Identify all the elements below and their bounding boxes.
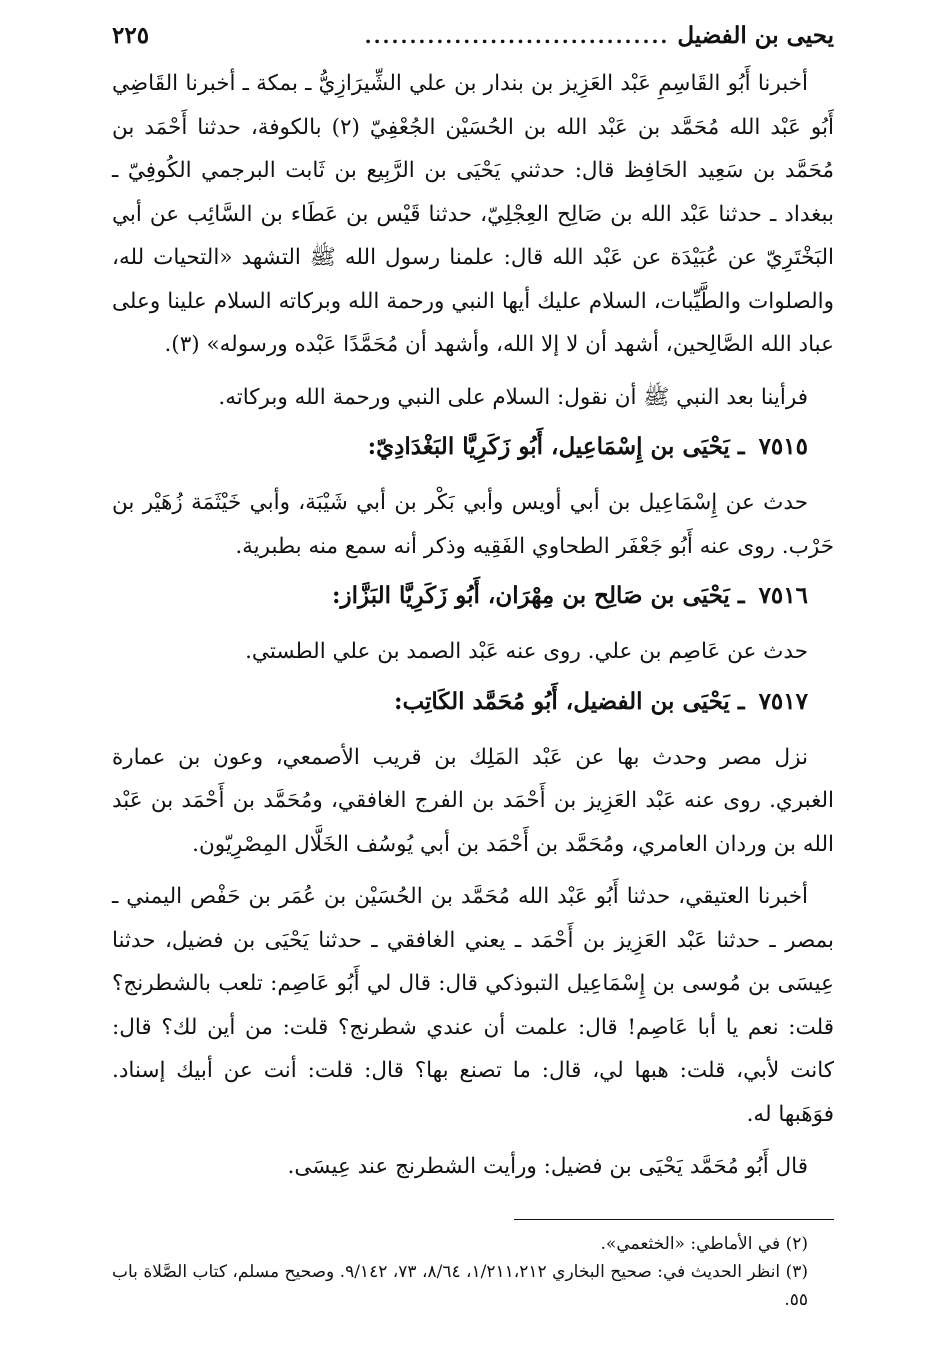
entry-title: ـ يَحْيَى بن صَالِح بن مِهْرَان، أَبُو زَكَرِيَّا البَزَّاز:: [332, 582, 745, 609]
entry-heading-7516: [112, 576, 834, 616]
leader-dots: ..................................: [364, 24, 670, 48]
paragraph-chess-story: أخبرنا العتيقي، حدثنا أَبُو عَبْد الله مُحَمَّد بن الحُسَيْن بن عُمَر بن حَفْص اليمني ـ بمصر ـ حدثنا عَبْد العَزِيز بن أَحْمَد ـ يعني الغافقي ـ حدثنا يَحْيَى بن فضيل، حدثنا عِيسَى بن مُوسى بن إِسْمَاعِيل التبوذكي قال: قال لي أَبُو عَاصِم: تلعب بالشطرنج؟ قلت: نعم يا أبا عَاصِم! قال: علمت أن عندي شطرنج؟ قلت: من أين لك؟ قال: كانت لأبي، قلت: هبها لي، قال: ما تصنع بها؟ قال: قلت: أنت عن أبيك إسناد. فوَهَبها له.: [112, 884, 834, 1127]
running-title: يحيى بن الفضيل: [677, 22, 834, 49]
paragraph-after-prophet: فرأينا بعد النبي ﷺ أن نقول: السلام على النبي ورحمة الله وبركاته.: [218, 384, 808, 410]
footnote-separator-row: [112, 1189, 834, 1220]
running-header: [112, 22, 834, 62]
entry-title: ـ يَحْيَى بن إِسْمَاعِيل، أَبُو زَكَرِيَّا البَغْدَادِيّ:: [367, 433, 745, 460]
paragraph-closing: قال أَبُو مُحَمَّد يَحْيَى بن فضيل: ورأيت الشطرنج عند عِيسَى.: [287, 1154, 808, 1179]
entry-number: ٧٥١٦: [758, 582, 808, 609]
entry-heading-7515: [112, 427, 834, 467]
paragraph-entry-7516: حدث عن عَاصِم بن علي. روى عنه عَبْد الصمد بن علي الطستي.: [245, 639, 808, 664]
paragraph-isnad-tashahhud: أخبرنا أَبُو القَاسِمِ عَبْد العَزِيز بن بندار بن علي الشِّيرَازِيُّ ـ بمكة ـ أخبرنا القَاضِي أَبُو عَبْد الله مُحَمَّد بن عَبْد الله بن الحُسَيْن الجُعْفِيّ (٢) بالكوفة، حدثنا أَحْمَد بن مُحَمَّد بن سَعِيد الحَافِظ قال: حدثني يَحْيَى بن الرَّبِيع بن ثَابت البرجمي الكُوفِيّ ـ ببغداد ـ حدثنا عَبْد الله بن صَالِح العِجْلِيّ، حدثنا قَيْس بن عَطَاء بن السَّائِب عن أبي البَخْتَرِيّ عن عُبَيْدَة عن عَبْد الله قال: علمنا رسول الله ﷺ التشهد «التحيات لله، والصلوات والطَّيِّبات، السلام عليك أيها النبي ورحمة الله وبركاته السلام علينا وعلى عباد الله الصَّالِحين، أشهد أن لا إلا الله، وأشهد أن مُحَمَّدًا عَبْده ورسوله» (٣).: [112, 71, 834, 357]
entry-number: ٧٥١٧: [758, 687, 808, 715]
footnotes: [112, 1230, 834, 1314]
footnote-rule: [514, 1219, 834, 1220]
paragraph-entry-7515: حدث عن إِسْمَاعِيل بن أبي أويس وأبي بَكْر بن أبي شَيْبَة، وأبي خَيْثَمَة زُهَيْر بن حَرْب. روى عنه أَبُو جَعْفَر الطحاوي الفَقِيه وذكر أنه سمع منه بطبرية.: [112, 490, 834, 559]
entry-heading-7517: [112, 682, 834, 722]
book-page: [112, 22, 834, 1314]
footnote-3: (٣) انظر الحديث في: صحيح البخاري ١/٢١١،٢١٢، ٨/٦٤، ٧٣، ٩/١٤٢. وصحيح مسلم، كتاب الصَّلاة باب ٥٥.: [112, 1261, 809, 1310]
paragraph-entry-7517: نزل مصر وحدث بها عن عَبْد المَلِك بن قريب الأصمعي، وعون بن عمارة الغبري. روى عنه عَبْد العَزِيز بن أَحْمَد بن الفرج الغافقي، ومُحَمَّد بن أَحْمَد بن عَبْد الله بن وردان العامري، ومُحَمَّد بن أَحْمَد بن أبي يُوسُف الخَلَّال المِصْرِيّون.: [112, 744, 834, 857]
footnote-2: (٢) في الأماطي: «الخثعمي».: [600, 1233, 808, 1254]
page-number: ٢٢٥: [112, 22, 150, 49]
entry-number: ٧٥١٥: [758, 433, 808, 460]
entry-title: ـ يَحْيَى بن الفضيل، أَبُو مُحَمَّد الكَاتِب:: [393, 687, 745, 715]
